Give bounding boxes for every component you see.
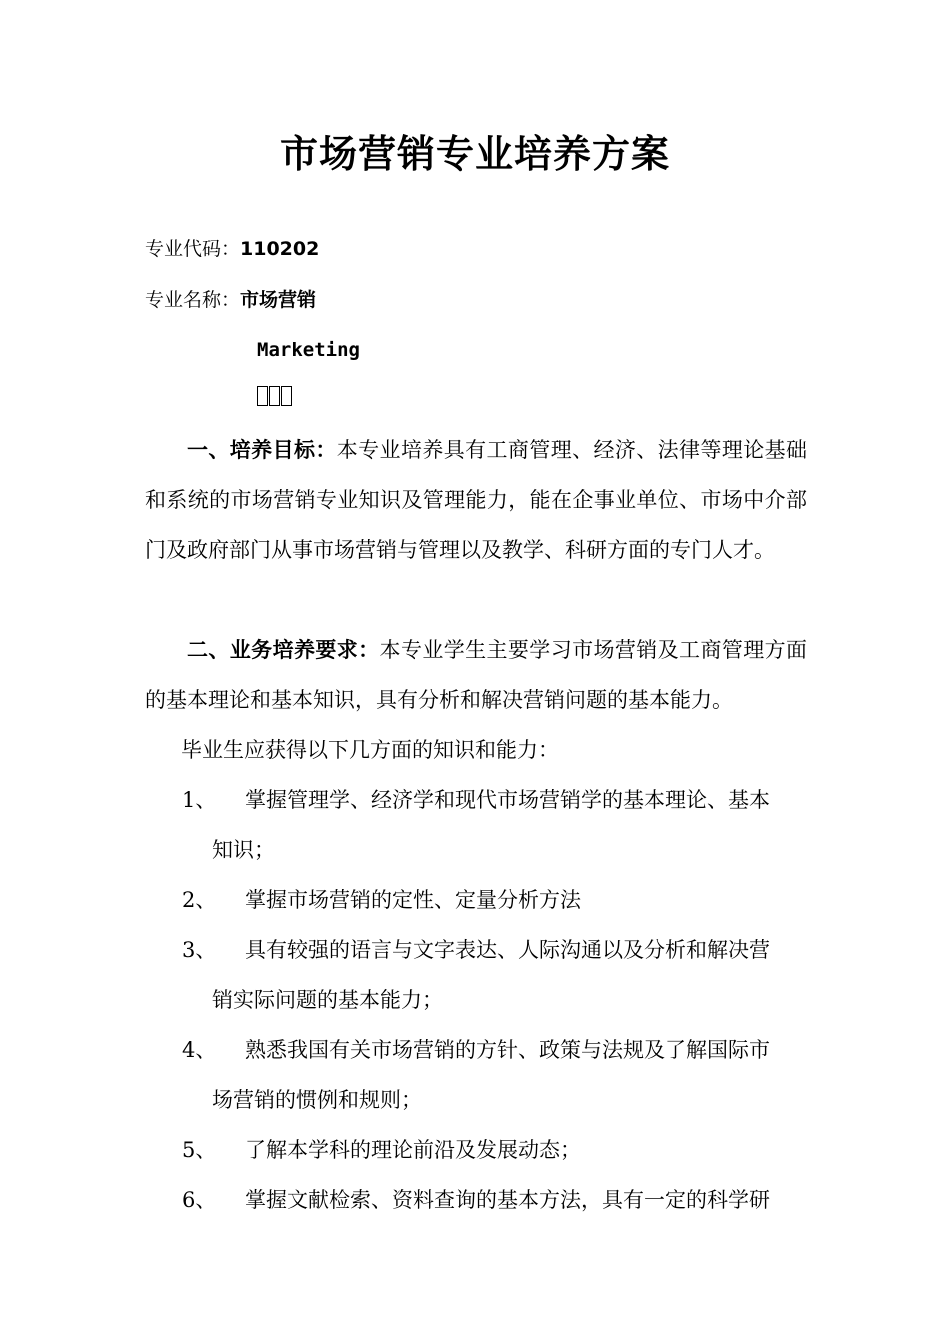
list-item-number: 2、 — [182, 888, 217, 912]
list-item — [182, 1025, 807, 1125]
list-item-text: 了解本学科的理论前沿及发展动态； — [245, 1138, 581, 1162]
list-item-number: 3、 — [182, 938, 217, 962]
section1-heading: 一、培养目标 — [187, 438, 316, 462]
document-title: 市场营销专业培养方案 — [279, 132, 670, 176]
list-item — [182, 875, 807, 925]
list-item-text-continued: 知识； — [212, 838, 275, 862]
list-item-text: 具有较强的语言与文字表达、人际沟通以及分析和解决营 — [245, 938, 770, 962]
requirements-list — [182, 775, 807, 1225]
graduates-intro: 毕业生应获得以下几方面的知识和能力： — [181, 738, 559, 762]
section-training-objective — [145, 425, 807, 575]
list-item — [182, 1125, 807, 1175]
missing-glyph-boxes — [257, 386, 292, 406]
list-item — [182, 1175, 807, 1225]
major-name-line — [145, 285, 316, 315]
section1-separator: ： — [315, 438, 337, 462]
list-item-number: 6、 — [182, 1188, 217, 1212]
major-code-value: 110202 — [240, 238, 320, 260]
major-code-label: 专业代码： — [145, 238, 241, 260]
list-item-text: 掌握市场营销的定性、定量分析方法 — [245, 888, 581, 912]
list-item-text: 掌握管理学、经济学和现代市场营销学的基本理论、基本 — [245, 788, 770, 812]
list-item-number: 4、 — [182, 1038, 217, 1062]
list-item-text: 掌握文献检索、资料查询的基本方法，具有一定的科学研 — [245, 1188, 770, 1212]
list-item-number: 5、 — [182, 1138, 217, 1162]
missing-glyph-box — [257, 386, 268, 406]
section1-text: 本专业培养具有工商管理、经济、法律等理论基础和系统的市场营销专业知识及管理能力，能在企事业单位、市场中介部门及政府部门从事市场营销与管理以及教学、科研方面的专门人才。 — [145, 438, 808, 562]
major-name-english: Marketing — [257, 339, 360, 361]
section-business-requirements — [145, 625, 807, 725]
section2-text: 本专业学生主要学习市场营销及工商管理方面的基本理论和基本知识，具有分析和解决营销问题的基本能力。 — [145, 638, 808, 712]
major-name-value: 市场营销 — [240, 289, 317, 311]
list-item — [182, 775, 807, 875]
list-item-text-continued: 场营销的惯例和规则； — [212, 1088, 422, 1112]
major-code-line — [145, 234, 319, 264]
missing-glyph-box — [281, 386, 292, 406]
major-name-label: 专业名称： — [145, 289, 241, 311]
missing-glyph-box — [269, 386, 280, 406]
section2-heading: 二、业务培养要求： — [187, 638, 380, 662]
list-item-text: 熟悉我国有关市场营销的方针、政策与法规及了解国际市 — [245, 1038, 770, 1062]
list-item-text-continued: 销实际问题的基本能力； — [212, 988, 443, 1012]
list-item — [182, 925, 807, 1025]
list-item-number: 1、 — [182, 788, 217, 812]
